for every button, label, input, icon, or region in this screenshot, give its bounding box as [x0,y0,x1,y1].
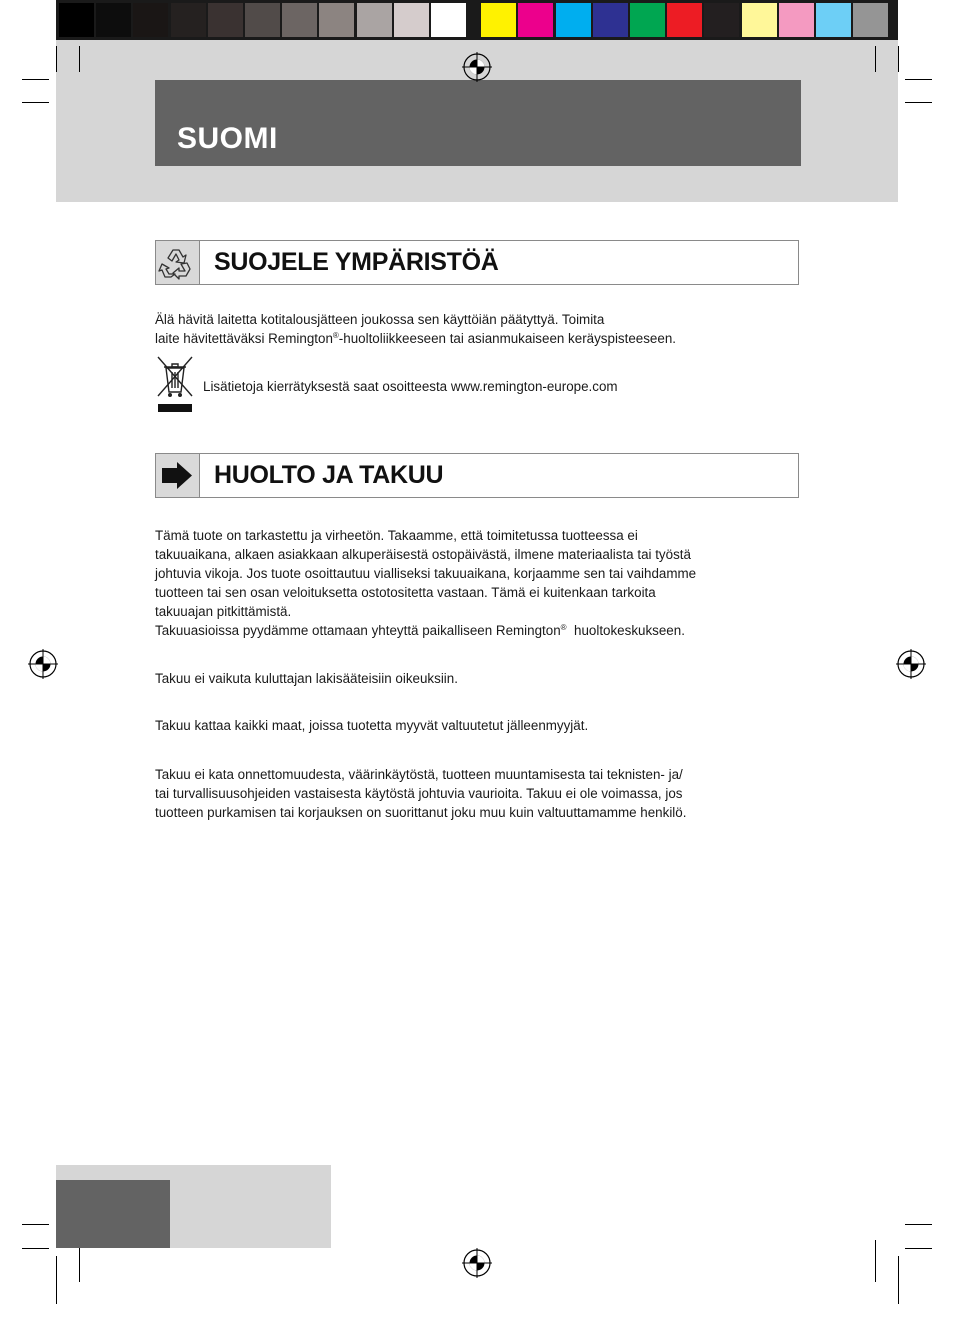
color-swatch [481,3,516,37]
color-swatch [282,3,317,37]
registration-mark-icon [462,1248,492,1278]
warranty-line: tai turvallisuusohjeiden vastaisesta käytöstä johtuvia vaurioita. Takuu ei ole voimassa, jos [155,786,683,801]
registration-mark-icon [462,52,492,82]
crop-mark [905,79,932,80]
environment-text [155,310,795,348]
crop-mark [898,1256,899,1304]
warranty-line: tuotteen purkamisen tai korjauksen on suorittanut joku muu kuin valtuuttamamme henkilö. [155,805,687,820]
environment-line: Älä hävitä laitetta kotitalousjätteen joukossa sen käyttöiän päätyttyä. Toimita [155,312,605,327]
warranty-paragraph-1 [155,526,795,640]
warranty-line: takuuajan pitkittämistä. [155,604,292,619]
color-swatch [245,3,280,37]
crossed-bin-icon [155,354,195,414]
section-title: SUOJELE YMPÄRISTÖÄ [214,248,499,276]
warranty-paragraph-4 [155,765,795,822]
registration-mark-icon [896,649,926,679]
color-swatch [630,3,665,37]
color-swatch [853,3,888,37]
crop-mark [22,1248,49,1249]
warranty-paragraph-3: Takuu kattaa kaikki maat, joissa tuotetta myyvät valtuutetut jälleenmyyjät. [155,718,589,733]
color-swatch [59,3,94,37]
color-swatch [208,3,243,37]
color-swatch [518,3,553,37]
crop-mark [905,1248,932,1249]
registration-mark-icon [28,649,58,679]
crop-mark [56,46,57,72]
color-swatch [394,3,429,37]
crop-mark [22,79,49,80]
arrow-right-icon [156,454,200,497]
warranty-line-part: Takuuasioissa pyydämme ottamaan yhteyttä paikalliseen Remington [155,623,561,638]
environment-line [155,329,795,348]
color-calibration-bar [56,0,898,40]
warranty-line: Tämä tuote on tarkastettu ja virheetön. Takaamme, että toimitetussa tuotteessa ei [155,528,638,543]
color-swatch [556,3,591,37]
section-header-service [155,453,799,498]
crop-mark [905,1224,932,1225]
recycling-info: Lisätietoja kierrätyksestä saat osoitteesta www.remington-europe.com [203,379,618,394]
warranty-line: takuuaikana, alkaen asiakkaan alkuperäisestä ostopäivästä, ilmene materiaalista tai työstä [155,547,691,562]
color-swatch [667,3,702,37]
color-swatch [431,3,466,37]
color-swatch [96,3,131,37]
recycle-icon [156,241,200,284]
color-swatch [742,3,777,37]
language-title: SUOMI [177,122,278,155]
section-title: HUOLTO JA TAKUU [214,461,444,489]
warranty-line: johtuvia vikoja. Jos tuote osoittautuu vialliseksi takuuaikana, korjaamme sen tai vaihdamme [155,566,697,581]
color-swatch [171,3,206,37]
color-swatch [593,3,628,37]
color-swatch [704,3,739,37]
color-swatch [133,3,168,37]
crop-mark [22,1224,49,1225]
crop-mark [875,46,876,72]
crop-mark [22,102,49,103]
warranty-line: tuotteen tai sen osan veloituksetta ostotositetta vastaan. Tämä ei kuitenkaan tarkoita [155,585,656,600]
crop-mark [56,1256,57,1304]
warranty-line: Takuu ei kata onnettomuudesta, väärinkäytöstä, tuotteen muuntamisesta tai teknisten- ja/ [155,767,683,782]
color-swatch [319,3,354,37]
crop-mark [905,102,932,103]
crop-mark [898,46,899,72]
crop-mark [875,1240,876,1282]
registered-mark: ® [560,623,567,632]
environment-line-part: laite hävitettäväksi Remington [155,331,333,346]
environment-line-part: -huoltoliikkeeseen tai asianmukaiseen keräyspisteeseen. [338,331,676,346]
warranty-paragraph-2: Takuu ei vaikuta kuluttajan lakisääteisiin oikeuksiin. [155,671,458,686]
color-swatch [779,3,814,37]
color-swatch [816,3,851,37]
registered-mark: ® [332,331,339,340]
warranty-line [155,621,795,640]
crop-mark [79,46,80,72]
warranty-line-part: huoltokeskukseen. [566,623,685,638]
page-number-tab [56,1180,170,1248]
color-swatch [357,3,392,37]
section-header-environment [155,240,799,285]
language-header [155,80,801,166]
